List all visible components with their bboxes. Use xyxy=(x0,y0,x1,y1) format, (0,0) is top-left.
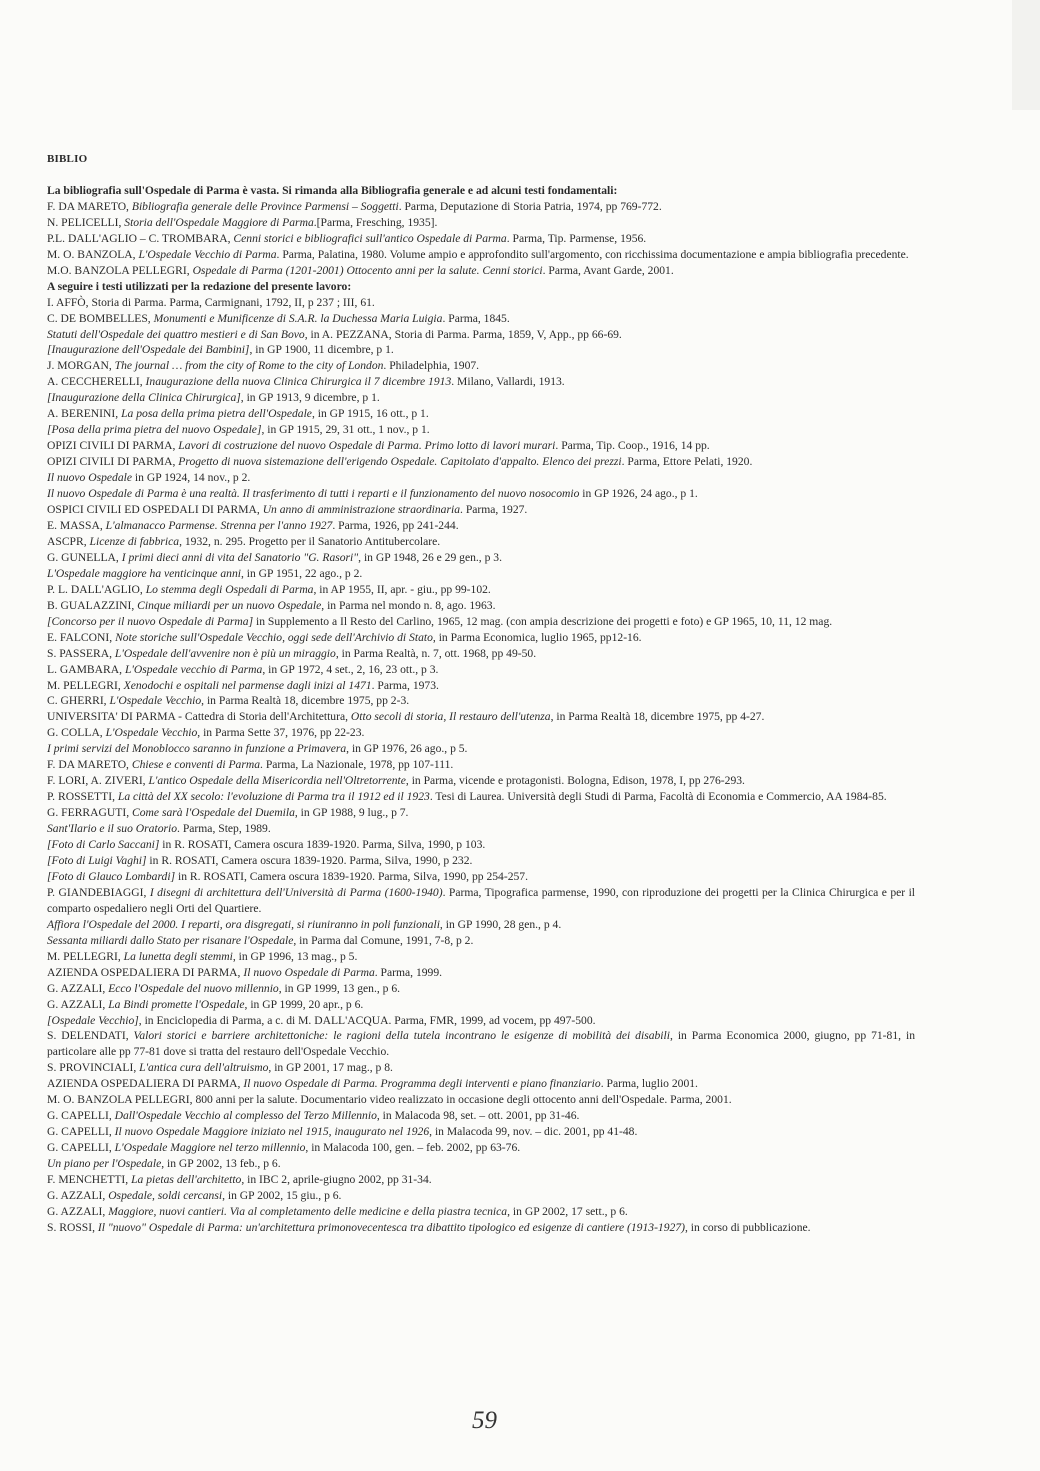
entry-details: . Parma, Deputazione di Storia Patria, 1974, pp 769-772. xyxy=(398,199,662,213)
bibliography-entry xyxy=(47,598,915,614)
entry-author: A. BERENINI, xyxy=(47,407,122,421)
entry-author: M. O. BANZOLA PELLEGRI, 800 anni per la salute. Documentario video realizzato in occasione degli ottocento anni dell'Ospedale. Parma, 2001. xyxy=(47,1093,732,1107)
bibliography-entry xyxy=(47,390,915,406)
entry-author: M. PELLEGRI, xyxy=(47,678,124,692)
bibliography-entry xyxy=(47,1124,915,1140)
entry-title: Progetto di nuova sistemazione dell'erigendo Ospedale. Capitolato d'appalto. Elenco dei prezzi xyxy=(178,455,622,469)
entry-title: Lavori di costruzione del nuovo Ospedale di Parma. Primo lotto di lavori murari xyxy=(178,439,556,453)
bibliography-entry xyxy=(47,327,915,343)
bibliography-entry xyxy=(47,295,915,311)
entry-details: . Milano, Vallardi, 1913. xyxy=(451,375,565,389)
bibliography-entry xyxy=(47,1140,915,1156)
entry-details: , in Parma Economica, luglio 1965, pp12-16. xyxy=(432,630,642,644)
bibliography-entry xyxy=(47,502,915,518)
entry-details: , in Parma Sette 37, 1976, pp 22-23. xyxy=(197,726,365,740)
entry-author: P.L. DALL'AGLIO – C. TROMBARA, xyxy=(47,231,234,245)
entry-details: . Parma, 1926, pp 241-244. xyxy=(332,518,459,532)
bibliography-entry xyxy=(47,757,915,773)
entry-title: [Foto di Carlo Saccani] xyxy=(47,838,160,852)
entry-title: [Posa della prima pietra del nuovo Ospedale] xyxy=(47,423,262,437)
bibliography-entry xyxy=(47,646,915,662)
entry-title: Un anno di amministrazione straordinaria xyxy=(262,503,461,517)
entry-author: G. GUNELLA, xyxy=(47,550,122,564)
entry-author: M. PELLEGRI, xyxy=(47,949,124,963)
entry-details: , in GP 1915, 29, 31 ott., 1 nov., p 1. xyxy=(261,423,430,437)
entry-details: , in IBC 2, aprile-giugno 2002, pp 31-34. xyxy=(241,1173,432,1187)
entry-details: . Parma, 1927. xyxy=(460,503,528,517)
entry-title: [Inaugurazione della Clinica Chirurgica] xyxy=(47,391,241,405)
entry-author: G. COLLA, xyxy=(47,726,106,740)
bibliography-entry xyxy=(47,837,915,853)
bibliography-entry xyxy=(47,997,915,1013)
bibliography-entry xyxy=(47,374,915,390)
bibliography-entry xyxy=(47,550,915,566)
entry-details: , in GP 1915, 16 ott., p 1. xyxy=(311,407,429,421)
page-edge-shading xyxy=(1012,0,1040,110)
bibliography-entry xyxy=(47,662,915,678)
entry-title: L'Ospedale Vecchio di Parma xyxy=(138,247,277,261)
bibliography-entry xyxy=(47,1092,915,1108)
entry-author: G. FERRAGUTI, xyxy=(47,806,133,820)
bibliography-entry xyxy=(47,1220,915,1236)
entry-details: . Parma, Tipografica parmense, 1990, con riproduzione dei progetti per la Clinica Chirurgica e per il comparto ospedaliero negli Orti del Quartiere. xyxy=(47,885,916,915)
entry-title: Otto secoli di storia, Il restauro dell'utenza xyxy=(350,710,551,724)
entry-title: [Foto di Luigi Vaghi] xyxy=(47,853,147,867)
entry-details: . Parma, 1999. xyxy=(374,965,443,979)
bibliography-entry xyxy=(47,406,915,422)
entry-title: Cinque miliardi per un nuovo Ospedale xyxy=(137,598,322,612)
entry-details: . Parma, luglio 2001. xyxy=(600,1077,698,1091)
bibliography-entry xyxy=(47,438,915,454)
entry-details: , in Malacoda 98, set. – ott. 2001, pp 31-46. xyxy=(376,1109,580,1123)
entry-title: La lunetta degli stemmi xyxy=(123,949,233,963)
bibliography-entry xyxy=(47,311,915,327)
entry-details: in R. ROSATI, Camera oscura 1839-1920. Parma, Silva, 1990, p 103. xyxy=(159,838,486,852)
entry-details: , in Malacoda 99, nov. – dic. 2001, pp 41-48. xyxy=(429,1125,638,1139)
entry-title: L'antico Ospedale della Misericordia nell'Oltretorrente xyxy=(148,774,406,788)
entry-title: L'almanacco Parmense. Strenna per l'anno 1927 xyxy=(105,518,333,532)
entry-author: M.O. BANZOLA PELLEGRI, xyxy=(47,263,193,277)
entry-author: G. AZZALI, xyxy=(47,981,109,995)
entry-title: La pietas dell'architetto xyxy=(131,1173,242,1187)
bibliography-entry xyxy=(47,1028,915,1060)
entry-title: I disegni di architettura dell'Università di Parma (1600-1940) xyxy=(149,885,443,899)
entry-title: Storia dell'Ospedale Maggiore di Parma xyxy=(124,215,314,229)
entry-author: C. DE BOMBELLES, xyxy=(47,311,154,325)
entry-details: , in GP 1972, 4 set., 2, 16, 23 ott., p 3. xyxy=(262,662,439,676)
bibliography-entry xyxy=(47,614,915,630)
entry-author: AZIENDA OSPEDALIERA DI PARMA, xyxy=(47,1077,244,1091)
bibliography-entry xyxy=(47,725,915,741)
bibliography-entry xyxy=(47,805,915,821)
bibliography-entry xyxy=(47,693,915,709)
entry-details: , in GP 1999, 20 apr., p 6. xyxy=(244,997,364,1011)
entry-details: , in GP 1996, 13 mag., p 5. xyxy=(232,949,358,963)
entry-title: L'Ospedale vecchio di Parma xyxy=(124,662,263,676)
entry-author: E. FALCONI, xyxy=(47,630,116,644)
entry-title: L'Ospedale maggiore ha venticinque anni xyxy=(47,566,241,580)
bibliography-entry xyxy=(47,358,915,374)
entry-title: Dall'Ospedale Vecchio al complesso del Terzo Millennio xyxy=(114,1109,377,1123)
entry-title: Chiese e conventi di Parma xyxy=(131,758,261,772)
entry-title: Il nuovo Ospedale di Parma. Programma degli interventi e piano finanziario xyxy=(243,1077,601,1091)
entry-author: B. GUALAZZINI, xyxy=(47,598,138,612)
entry-author: S. ROSSI, xyxy=(47,1220,98,1234)
entry-title: L'Ospedale Maggiore nel terzo millennio xyxy=(114,1141,306,1155)
entry-details: .[Parma, Fresching, 1935]. xyxy=(313,215,438,229)
entry-details: , in GP 1951, 22 ago., p 2. xyxy=(240,566,363,580)
entry-title: Bibliografia generale delle Province Parmensi – Soggetti xyxy=(131,199,399,213)
entry-details: , in corso di pubblicazione. xyxy=(684,1220,811,1234)
entry-author: P. L. DALL'AGLIO, xyxy=(47,582,146,596)
entry-author: F. DA MARETO, xyxy=(47,199,132,213)
entry-details: . Philadelphia, 1907. xyxy=(383,359,480,373)
entry-details: , in A. PEZZANA, Storia di Parma. Parma, 1859, V, App., pp 66-69. xyxy=(304,327,622,341)
entry-author: S. PROVINCIALI, xyxy=(47,1061,140,1075)
entry-title: [Foto di Glauco Lombardi] xyxy=(47,869,176,883)
entry-title: Il nuovo Ospedale di Parma xyxy=(243,965,375,979)
entry-details: . Parma, Ettore Pelati, 1920. xyxy=(621,455,753,469)
entry-author: E. MASSA, xyxy=(47,518,106,532)
entry-details: , in GP 1913, 9 dicembre, p 1. xyxy=(240,391,380,405)
entry-details: , in GP 1988, 9 lug., p 7. xyxy=(294,806,409,820)
bibliography-entry xyxy=(47,263,915,279)
entry-author: F. DA MARETO, xyxy=(47,758,132,772)
entry-title: L'Ospedale Vecchio xyxy=(105,726,198,740)
entry-title: L'Ospedale dell'avvenire non è più un miraggio xyxy=(114,646,336,660)
bibliography-entry xyxy=(47,1013,915,1029)
entry-author: F. LORI, A. ZIVERI, xyxy=(47,774,149,788)
entry-details: , 1932, n. 295. Progetto per il Sanatorio Antitubercolare. xyxy=(179,534,441,548)
entry-title: Lo stemma degli Ospedali di Parma xyxy=(145,582,314,596)
entry-title: Ecco l'Ospedale del nuovo millennio xyxy=(108,981,279,995)
bibliography-page xyxy=(47,152,915,1236)
section-heading: BIBLIO xyxy=(47,153,88,165)
used-texts-list xyxy=(47,295,915,1236)
bibliography-entry xyxy=(47,1172,915,1188)
entry-details: , in Parma Economica 2000, giugno, pp 71-81, in particolare alle pp 77-81 dove si tratta del restauro dell'Ospedale Vecchio. xyxy=(47,1029,915,1059)
entry-details: , in Parma nel mondo n. 8, ago. 1963. xyxy=(321,598,496,612)
bibliography-entry xyxy=(47,821,915,837)
bibliography-entry xyxy=(47,1204,915,1220)
intro-general: La bibliografia sull'Ospedale di Parma è vasta. Si rimanda alla Bibliografia generale e ad alcuni testi fondamentali: xyxy=(47,183,618,197)
entry-title: Cenni storici e bibliografici sull'antico Ospedale di Parma xyxy=(233,231,507,245)
entry-author: G. AZZALI, xyxy=(47,997,109,1011)
entry-details: . Parma, La Nazionale, 1978, pp 107-111. xyxy=(260,758,454,772)
entry-title: Note storiche sull'Ospedale Vecchio, oggi sede dell'Archivio di Stato xyxy=(115,630,433,644)
bibliography-entry xyxy=(47,709,915,725)
entry-author: C. GHERRI, xyxy=(47,694,110,708)
entry-title: Monumenti e Munificenze di S.A.R. la Duchessa Maria Luigia xyxy=(153,311,443,325)
bibliography-entry xyxy=(47,1188,915,1204)
entry-title: I primi servizi del Monoblocco saranno in funzione a Primavera xyxy=(47,742,347,756)
entry-details: , in Parma Realtà 18, dicembre 1975, pp 4-27. xyxy=(550,710,765,724)
page-number: 59 xyxy=(472,1407,497,1434)
entry-author: UNIVERSITA' DI PARMA - Cattedra di Storia dell'Architettura, xyxy=(47,710,351,724)
bibliography-entry xyxy=(47,1076,915,1092)
entry-author: P. GIANDEBIAGGI, xyxy=(47,885,150,899)
bibliography-entry xyxy=(47,1156,915,1172)
entry-details: , in GP 1900, 11 dicembre, p 1. xyxy=(249,343,394,357)
entry-author: A. CECCHERELLI, xyxy=(47,375,146,389)
entry-title: Come sarà l'Ospedale del Duemila xyxy=(132,806,295,820)
entry-author: S. DELENDATI, xyxy=(47,1029,134,1043)
entry-details: , in Malacoda 100, gen. – feb. 2002, pp 63-76. xyxy=(305,1141,521,1155)
entry-title: La posa della prima pietra dell'Ospedale xyxy=(121,407,312,421)
entry-details: in R. ROSATI, Camera oscura 1839-1920. Parma, Silva, 1990, pp 254-257. xyxy=(175,869,529,883)
bibliography-entry xyxy=(47,454,915,470)
entry-title: Il nuovo Ospedale Maggiore iniziato nel 1915, inaugurato nel 1926 xyxy=(114,1125,430,1139)
entry-details: . Parma, Palatina, 1980. Volume ampio e approfondito sull'argomento, con ricchissima documentazione e ampia bibliografia precedente. xyxy=(276,247,909,261)
entry-title: The journal … from the city of Rome to the city of London xyxy=(114,359,384,373)
entry-details: . Parma, Avant Garde, 2001. xyxy=(542,263,674,277)
entry-title: La città del XX secolo: l'evoluzione di Parma tra il 1912 ed il 1923 xyxy=(117,790,430,804)
bibliography-entry xyxy=(47,885,915,917)
entry-author: M. O. BANZOLA, xyxy=(47,247,139,261)
entry-title: Valori storici e barriere architettoniche: le ragioni della tutela incontrano le esigenze di mobilità dei disabili xyxy=(133,1029,670,1043)
entry-details: in GP 1924, 14 nov., p 2. xyxy=(132,471,251,485)
bibliography-entry xyxy=(47,869,915,885)
entry-title: [Concorso per il nuovo Ospedale di Parma] xyxy=(47,614,254,628)
entry-details: , in AP 1955, II, apr. - giu., pp 99-102. xyxy=(313,582,491,596)
entry-author: ASCPR, xyxy=(47,534,90,548)
entry-details: , in Enciclopedia di Parma, a c. di M. DALL'ACQUA. Parma, FMR, 1999, ad vocem, pp 497-500. xyxy=(138,1013,596,1027)
entry-author: J. MORGAN, xyxy=(47,359,115,373)
entry-title: Ospedale, soldi cercansi xyxy=(108,1189,223,1202)
entry-title: Il nuovo Ospedale xyxy=(47,471,133,485)
bibliography-entry xyxy=(47,582,915,598)
bibliography-entry xyxy=(47,518,915,534)
entry-author: G. AZZALI, xyxy=(47,1189,109,1202)
entry-title: [Inaugurazione dell'Ospedale dei Bambini] xyxy=(47,343,250,357)
entry-details: , in GP 1999, 13 gen., p 6. xyxy=(278,981,401,995)
entry-details: , in GP 2001, 17 mag., p 8. xyxy=(268,1061,393,1075)
entry-details: , in Parma Realtà 18, dicembre 1975, pp 2-3. xyxy=(201,694,410,708)
entry-author: AZIENDA OSPEDALIERA DI PARMA, xyxy=(47,965,244,979)
entry-details: , in GP 2002, 15 giu., p 6. xyxy=(222,1189,342,1202)
bibliography-entry xyxy=(47,917,915,933)
entry-title: Sessanta miliardi dallo Stato per risanare l'Ospedale xyxy=(47,933,294,947)
entry-title: I primi dieci anni di vita del Sanatorio "G. Rasori" xyxy=(121,550,359,564)
entry-details: , in GP 1990, 28 gen., p 4. xyxy=(439,917,562,931)
bibliography-entry xyxy=(47,678,915,694)
entry-title: Statuti dell'Ospedale dei quattro mestieri e di San Bovo xyxy=(47,327,305,341)
bibliography-entry xyxy=(47,789,915,805)
entry-author: G. CAPELLI, xyxy=(47,1109,115,1123)
entry-author: G. AZZALI, xyxy=(47,1204,109,1218)
entry-title: [Ospedale Vecchio] xyxy=(47,1013,139,1027)
entry-details: . Parma, 1973. xyxy=(371,678,439,692)
entry-title: Il "nuovo" Ospedale di Parma: un'architettura primonovecentesca tra dibattito tipologico ed esigenze di cantiere (1913-1927) xyxy=(97,1220,685,1234)
entry-details: . Parma, 1845. xyxy=(442,311,510,325)
entry-title: Xenodochi e ospitali nel parmense dagli inizi al 1471 xyxy=(123,678,372,692)
bibliography-entry xyxy=(47,422,915,438)
entry-details: , in Parma, vicende e protagonisti. Bologna, Edison, 1978, I, pp 276-293. xyxy=(405,774,745,788)
entry-title: Affiora l'Ospedale del 2000. I reparti, ora disgregati, si riuniranno in poli funzionali xyxy=(47,917,440,931)
fundamental-texts-list xyxy=(47,199,915,279)
entry-details: , in GP 1948, 26 e 29 gen., p 3. xyxy=(358,550,502,564)
entry-details: , in GP 2002, 13 feb., p 6. xyxy=(161,1157,281,1171)
bibliography-entry xyxy=(47,965,915,981)
entry-details: , in GP 1976, 26 ago., p 5. xyxy=(346,742,468,756)
bibliography-entry xyxy=(47,1108,915,1124)
bibliography-entry xyxy=(47,933,915,949)
bibliography-entry xyxy=(47,486,915,502)
entry-details: in Supplemento a Il Resto del Carlino, 1965, 12 mag. (con ampia descrizione dei progetti e foto) e GP 1965, 10, 11, 12 mag. xyxy=(253,614,833,628)
entry-details: , in GP 2002, 17 sett., p 6. xyxy=(507,1204,628,1218)
entry-title: Il nuovo Ospedale di Parma è una realtà. Il trasferimento di tutti i reparti e il funzionamento del nuovo nosocomio xyxy=(47,487,580,501)
entry-details: , in Parma dal Comune, 1991, 7-8, p 2. xyxy=(293,933,474,947)
bibliography-entry xyxy=(47,949,915,965)
entry-title: Inaugurazione della nuova Clinica Chirurgica il 7 dicembre 1913 xyxy=(145,375,452,389)
bibliography-entry xyxy=(47,1060,915,1076)
bibliography-entry xyxy=(47,470,915,486)
entry-title: L'Ospedale Vecchio xyxy=(109,694,202,708)
entry-title: Un piano per l'Ospedale xyxy=(47,1157,162,1171)
entry-details: in R. ROSATI, Camera oscura 1839-1920. Parma, Silva, 1990, p 232. xyxy=(146,853,473,867)
bibliography-entry xyxy=(47,741,915,757)
bibliography-entry xyxy=(47,534,915,550)
entry-author: G. CAPELLI, xyxy=(47,1125,115,1139)
entry-author: L. GAMBARA, xyxy=(47,662,125,676)
bibliography-entry xyxy=(47,342,915,358)
entry-author: S. PASSERA, xyxy=(47,646,115,660)
bibliography-entry xyxy=(47,566,915,582)
entry-title: Sant'Ilario e il suo Oratorio xyxy=(47,822,178,836)
entry-author: P. ROSSETTI, xyxy=(47,790,118,804)
entry-title: Maggiore, nuovi cantieri. Via al completamento delle medicine e della piastra tecnica xyxy=(108,1204,508,1218)
bibliography-entry xyxy=(47,853,915,869)
bibliography-entry xyxy=(47,215,915,231)
entry-details: . Parma, Tip. Parmense, 1956. xyxy=(506,231,647,245)
entry-title: L'antica cura dell'altruismo xyxy=(139,1061,269,1075)
entry-author: OPIZI CIVILI DI PARMA, xyxy=(47,455,179,469)
entry-title: Licenze di fabbrica xyxy=(89,534,180,548)
entry-author: I. AFFÒ, Storia di Parma. Parma, Carmignani, 1792, II, p 237 ; III, 61. xyxy=(47,295,375,309)
entry-author: F. MENCHETTI, xyxy=(47,1173,132,1187)
bibliography-entry xyxy=(47,199,915,215)
entry-author: OPIZI CIVILI DI PARMA, xyxy=(47,439,179,453)
bibliography-entry xyxy=(47,231,915,247)
bibliography-entry xyxy=(47,630,915,646)
bibliography-entry xyxy=(47,773,915,789)
bibliography-entry xyxy=(47,981,915,997)
entry-details: . Parma, Step, 1989. xyxy=(177,822,271,836)
entry-details: . Tesi di Laurea. Università degli Studi di Parma, Facoltà di Economia e Commercio, AA 1984-85. xyxy=(429,790,887,804)
intro-used-texts: A seguire i testi utilizzati per la redazione del presente lavoro: xyxy=(47,279,352,293)
entry-details: . Parma, Tip. Coop., 1916, 14 pp. xyxy=(555,439,710,453)
entry-title: La Bindi promette l'Ospedale xyxy=(108,997,245,1011)
entry-details: in GP 1926, 24 ago., p 1. xyxy=(579,487,698,501)
entry-author: N. PELICELLI, xyxy=(47,215,125,229)
entry-author: G. CAPELLI, xyxy=(47,1141,115,1155)
bibliography-entry xyxy=(47,247,915,263)
entry-author: OSPICI CIVILI ED OSPEDALI DI PARMA, xyxy=(47,503,263,517)
entry-details: , in Parma Realtà, n. 7, ott. 1968, pp 49-50. xyxy=(335,646,537,660)
entry-title: Ospedale di Parma (1201-2001) Ottocento anni per la salute. Cenni storici xyxy=(192,263,543,277)
